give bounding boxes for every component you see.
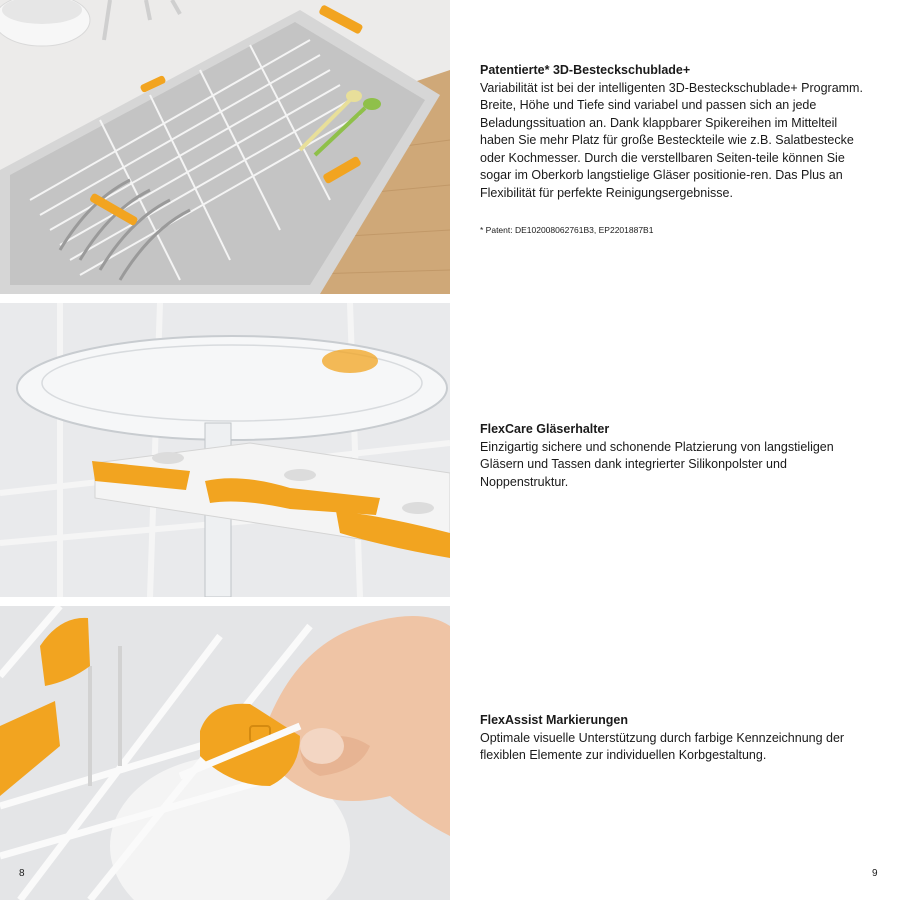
feature-title: FlexAssist Markierungen bbox=[480, 713, 628, 727]
cutlery-drawer-photo bbox=[0, 0, 450, 294]
feature-description: Variabilität ist bei der intelligenten 3D-Besteckschublade+ Programm. Breite, Höhe und Tiefe sind variabel und passen sich an jede Beladungssituation an. Dank klappbarer Spikereihen im Mittelteil haben Sie mehr Platz für große Besteckteile wie z.B. Salatbestecke oder Kochmesser. Durch die verstellbaren Seiten-teile können Sie sogar im Oberkorb langstielige Gläser positionie-ren. Das Plus an Flexibilität für perfekte Reinigungsergebnisse. bbox=[480, 80, 863, 200]
glass-holder-photo bbox=[0, 303, 450, 597]
feature-description: Einzigartig sichere und schonende Platzierung von langstieligen Gläsern und Tassen dank integrierter Silikonpolster und Noppenstruktur. bbox=[480, 439, 834, 489]
patent-footnote: * Patent: DE102008062761B3, EP2201887B1 bbox=[480, 225, 654, 235]
feature-title: Patentierte* 3D-Besteckschublade+ bbox=[480, 63, 691, 77]
feature-description: Optimale visuelle Unterstützung durch farbige Kennzeichnung der flexiblen Elemente zur individuellen Korbgestaltung. bbox=[480, 730, 845, 762]
page-number-right: 9 bbox=[872, 868, 878, 879]
flexassist-marker-photo bbox=[0, 606, 450, 900]
feature-3d-cutlery-drawer bbox=[480, 62, 872, 202]
feature-title: FlexCare Gläserhalter bbox=[480, 422, 610, 436]
page-number-left: 8 bbox=[19, 868, 25, 879]
feature-flexcare-glass-holder bbox=[480, 421, 872, 491]
feature-flexassist-markers bbox=[480, 712, 872, 765]
